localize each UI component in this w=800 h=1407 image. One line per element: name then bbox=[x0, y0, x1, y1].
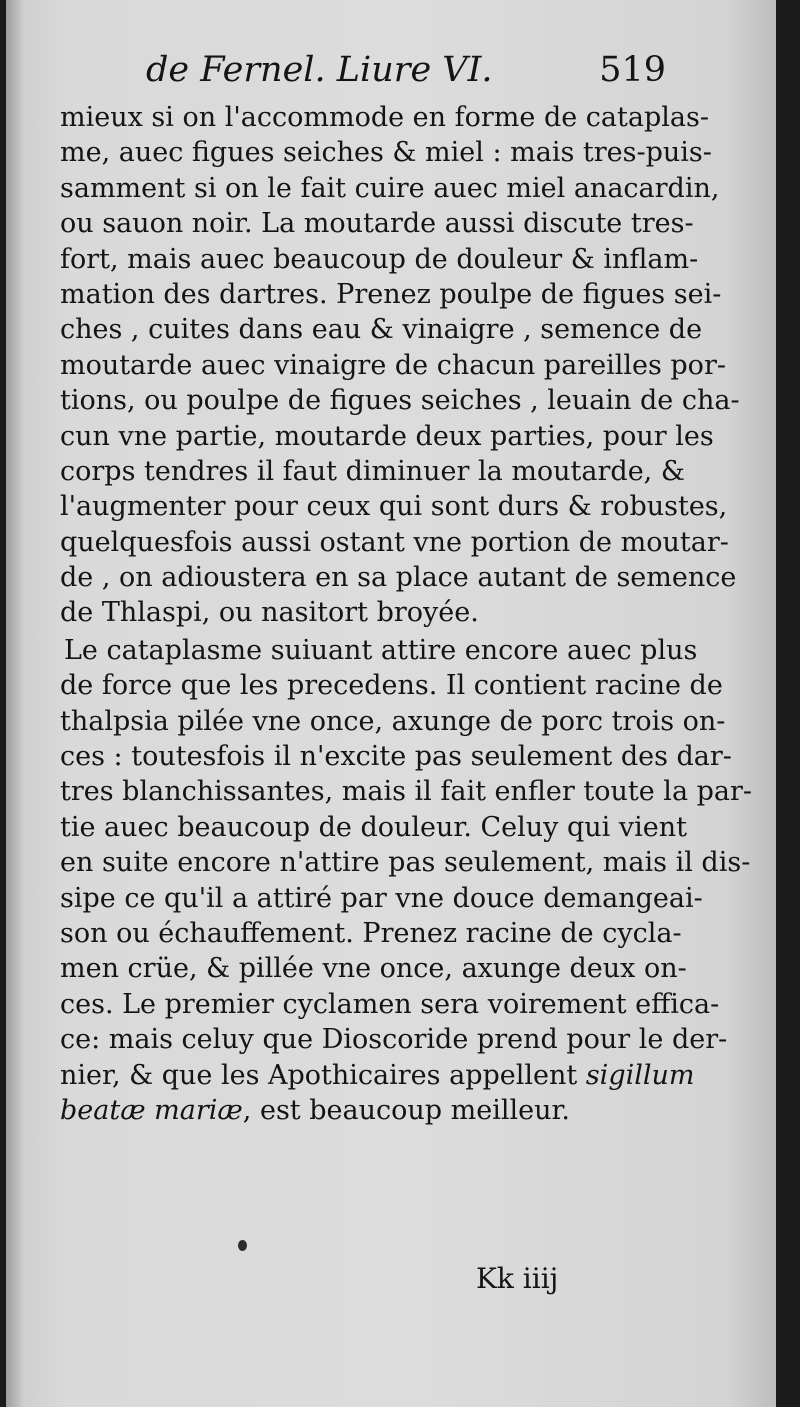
text-line: ches , cuites dans eau & vinaigre , semence de bbox=[60, 314, 703, 346]
text-line: thalpsia pilée vne once, axunge de porc trois on- bbox=[60, 705, 726, 737]
text-line: tie auec beaucoup de douleur. Celuy qui vient bbox=[60, 811, 687, 843]
text-line: tres blanchissantes, mais il fait enfler toute la par- bbox=[60, 776, 753, 808]
text-line: tions, ou poulpe de figues seiches , leuain de cha- bbox=[60, 385, 740, 417]
text-line: mation des dartres. Prenez poulpe de figues sei- bbox=[60, 278, 722, 310]
text-line: l'augmenter pour ceux qui sont durs & robustes, bbox=[60, 491, 728, 523]
text-line: corps tendres il faut diminuer la moutarde, & bbox=[60, 455, 685, 487]
text-line: Le cataplasme suiuant attire encore auec plus bbox=[64, 634, 698, 666]
page-number: 519 bbox=[599, 50, 666, 90]
text-line: de , on adioustera en sa place autant de semence bbox=[60, 562, 737, 594]
text-line: de Thlaspi, ou nasitort broyée. bbox=[60, 597, 479, 629]
text-line: ce: mais celuy que Dioscoride prend pour le der- bbox=[60, 1024, 728, 1056]
text-line: ou sauon noir. La moutarde aussi discute tres- bbox=[60, 208, 694, 240]
text-line: samment si on le fait cuire auec miel anacardin, bbox=[60, 172, 720, 204]
text-line bbox=[60, 1058, 695, 1093]
latin-phrase: beatæ mariæ bbox=[60, 1094, 243, 1126]
text-line: de force que les precedens. Il contient racine de bbox=[60, 670, 723, 702]
text-line: son ou échauffement. Prenez racine de cycla- bbox=[60, 917, 682, 949]
text-line: sipe ce qu'il a attiré par vne douce demangeai- bbox=[60, 882, 703, 914]
text-line: moutarde auec vinaigre de chacun pareilles por- bbox=[60, 349, 726, 381]
text-segment: nier, & que les Apothicaires appellent bbox=[60, 1059, 578, 1091]
text-line: quelquesfois aussi ostant vne portion de moutar- bbox=[60, 526, 729, 558]
text-line: fort, mais auec beaucoup de douleur & inflam- bbox=[60, 243, 699, 275]
text-line: ces : toutesfois il n'excite pas seulement des dar- bbox=[60, 741, 732, 773]
running-title: de Fernel. Liure VI. bbox=[146, 50, 493, 90]
ink-speck bbox=[238, 1240, 247, 1251]
signature-mark: Kk iiij bbox=[476, 1262, 559, 1295]
page-header bbox=[146, 50, 666, 100]
text-line: men crüe, & pillée vne once, axunge deux on- bbox=[60, 953, 687, 985]
text-line: ces. Le premier cyclamen sera voirement effica- bbox=[60, 988, 720, 1020]
text-line: en suite encore n'attire pas seulement, mais il dis- bbox=[60, 847, 751, 879]
body-text bbox=[60, 100, 753, 1128]
text-line: mieux si on l'accommode en forme de cataplas- bbox=[60, 102, 709, 133]
text-line bbox=[60, 1093, 672, 1128]
closing-text: , est beaucoup meilleur. bbox=[242, 1094, 570, 1126]
text-line: cun vne partie, moutarde deux parties, pour les bbox=[60, 420, 714, 452]
text-line: me, auec figues seiches & miel : mais tres-puis- bbox=[60, 137, 712, 169]
latin-phrase: sigillum bbox=[585, 1059, 695, 1091]
book-page bbox=[6, 0, 776, 1407]
